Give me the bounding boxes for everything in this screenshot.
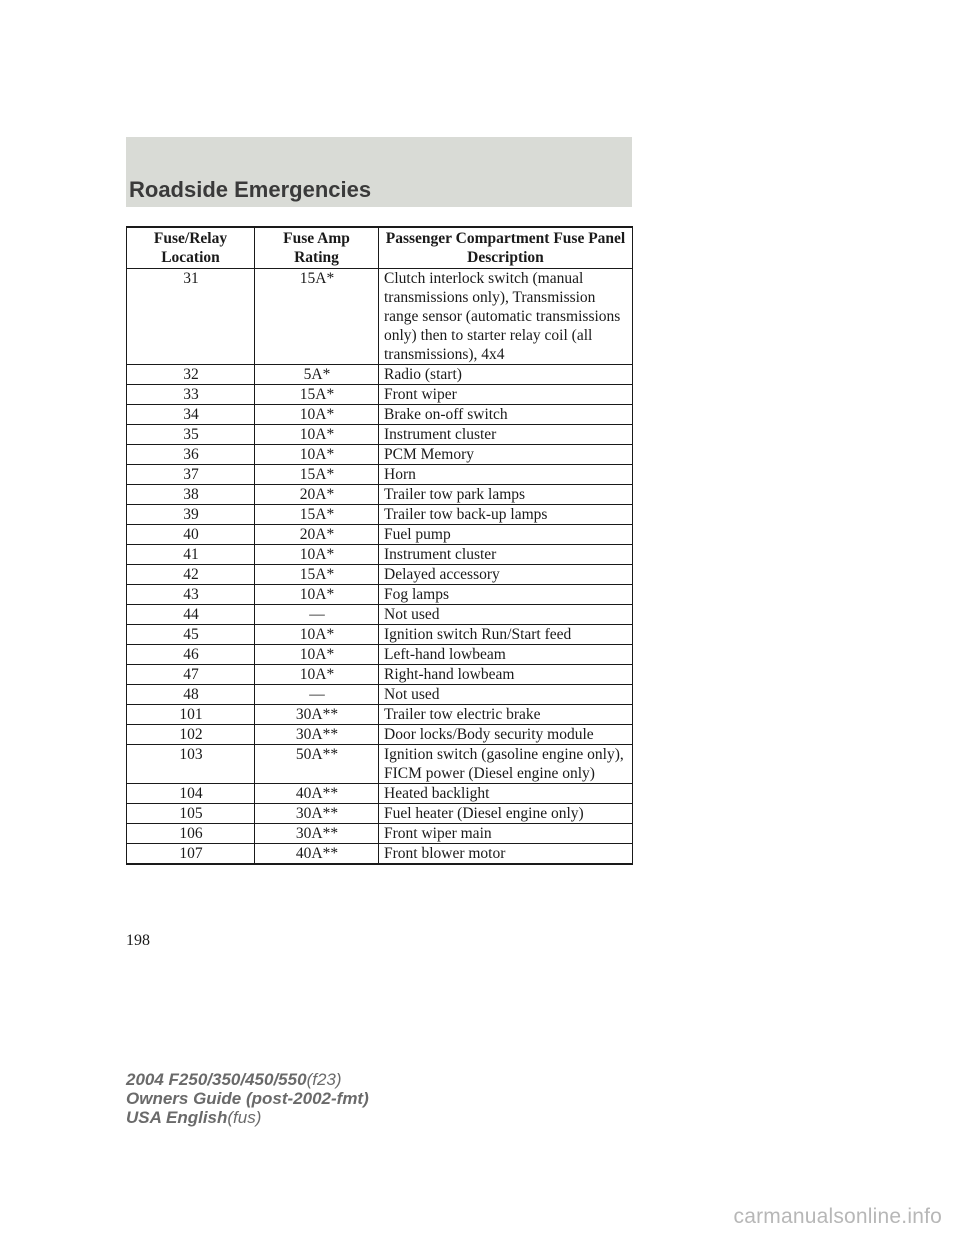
watermark: carmanualsonline.info (733, 1205, 942, 1228)
table-row (127, 784, 633, 804)
cell-description: Trailer tow park lamps (379, 485, 633, 505)
table-row (127, 705, 633, 725)
cell-rating: 20A* (255, 525, 379, 545)
table-row (127, 665, 633, 685)
cell-rating: — (255, 685, 379, 705)
cell-description: Clutch interlock switch (manual transmissions only), Transmission range sensor (automatic transmissions only) then to starter relay coil (all transmissions), 4x4 (379, 269, 633, 365)
footer-model: 2004 F250/350/450/550 (126, 1070, 307, 1089)
cell-location: 37 (127, 465, 255, 485)
cell-description: Front wiper main (379, 824, 633, 844)
cell-location: 36 (127, 445, 255, 465)
table-row (127, 425, 633, 445)
cell-rating: 30A** (255, 804, 379, 824)
cell-description: Horn (379, 465, 633, 485)
table-row (127, 745, 633, 784)
cell-location: 102 (127, 725, 255, 745)
cell-location: 41 (127, 545, 255, 565)
cell-location: 45 (127, 625, 255, 645)
footer-line-model (126, 1070, 369, 1089)
footer-model-code: (f23) (306, 1070, 342, 1089)
cell-location: 33 (127, 385, 255, 405)
cell-rating: 15A* (255, 505, 379, 525)
cell-location: 44 (127, 605, 255, 625)
cell-description: Right-hand lowbeam (379, 665, 633, 685)
cell-description: Trailer tow electric brake (379, 705, 633, 725)
cell-description: Heated backlight (379, 784, 633, 804)
table-row (127, 445, 633, 465)
cell-rating: 15A* (255, 465, 379, 485)
column-header-rating: Fuse Amp Rating (255, 227, 379, 269)
table-row (127, 625, 633, 645)
cell-location: 31 (127, 269, 255, 365)
cell-rating: 10A* (255, 585, 379, 605)
cell-rating: 10A* (255, 425, 379, 445)
cell-rating: 30A** (255, 824, 379, 844)
cell-rating: — (255, 605, 379, 625)
cell-description: Door locks/Body security module (379, 725, 633, 745)
cell-description: Ignition switch (gasoline engine only), FICM power (Diesel engine only) (379, 745, 633, 784)
cell-rating: 30A** (255, 705, 379, 725)
cell-location: 47 (127, 665, 255, 685)
table-row (127, 269, 633, 365)
table-row (127, 685, 633, 705)
cell-location: 104 (127, 784, 255, 804)
footer-language-code: (fus) (227, 1108, 262, 1127)
footer-line-language (126, 1108, 369, 1127)
cell-rating: 20A* (255, 485, 379, 505)
cell-location: 46 (127, 645, 255, 665)
section-title: Roadside Emergencies (129, 177, 372, 202)
cell-location: 103 (127, 745, 255, 784)
cell-location: 105 (127, 804, 255, 824)
table-row (127, 405, 633, 425)
page-number: 198 (126, 932, 150, 949)
document-footer (126, 1070, 369, 1127)
header-row (127, 227, 633, 269)
cell-location: 32 (127, 365, 255, 385)
footer-line-guide (126, 1089, 369, 1108)
table-row (127, 385, 633, 405)
cell-description: Ignition switch Run/Start feed (379, 625, 633, 645)
cell-rating: 30A** (255, 725, 379, 745)
cell-rating: 10A* (255, 545, 379, 565)
cell-description: Not used (379, 605, 633, 625)
cell-description: Radio (start) (379, 365, 633, 385)
cell-location: 106 (127, 824, 255, 844)
cell-rating: 10A* (255, 665, 379, 685)
cell-location: 43 (127, 585, 255, 605)
table-row (127, 585, 633, 605)
cell-description: Instrument cluster (379, 545, 633, 565)
cell-location: 42 (127, 565, 255, 585)
table-row (127, 605, 633, 625)
cell-rating: 10A* (255, 625, 379, 645)
cell-location: 107 (127, 844, 255, 865)
table-row (127, 505, 633, 525)
cell-description: Fuel heater (Diesel engine only) (379, 804, 633, 824)
table-header (127, 227, 633, 269)
column-header-description: Passenger Compartment Fuse Panel Description (379, 227, 633, 269)
table-row (127, 565, 633, 585)
cell-rating: 10A* (255, 445, 379, 465)
footer-guide: Owners Guide (post-2002-fmt) (126, 1089, 369, 1108)
column-header-location: Fuse/Relay Location (127, 227, 255, 269)
cell-description: Delayed accessory (379, 565, 633, 585)
cell-rating: 10A* (255, 645, 379, 665)
cell-rating: 50A** (255, 745, 379, 784)
table-row (127, 485, 633, 505)
cell-description: Brake on-off switch (379, 405, 633, 425)
fuse-table (126, 226, 633, 865)
table-body (127, 269, 633, 865)
cell-location: 101 (127, 705, 255, 725)
footer-language: USA English (126, 1108, 228, 1127)
table-row (127, 804, 633, 824)
table-row (127, 824, 633, 844)
table-row (127, 465, 633, 485)
cell-location: 40 (127, 525, 255, 545)
cell-location: 35 (127, 425, 255, 445)
cell-description: Not used (379, 685, 633, 705)
cell-description: Instrument cluster (379, 425, 633, 445)
cell-rating: 40A** (255, 844, 379, 865)
cell-rating: 5A* (255, 365, 379, 385)
table-row (127, 525, 633, 545)
cell-description: Front wiper (379, 385, 633, 405)
cell-description: Fog lamps (379, 585, 633, 605)
cell-location: 38 (127, 485, 255, 505)
cell-rating: 15A* (255, 269, 379, 365)
cell-rating: 15A* (255, 565, 379, 585)
cell-rating: 15A* (255, 385, 379, 405)
table-row (127, 725, 633, 745)
section-header (126, 137, 632, 207)
cell-description: Trailer tow back-up lamps (379, 505, 633, 525)
cell-description: Left-hand lowbeam (379, 645, 633, 665)
table-row (127, 844, 633, 865)
table-row (127, 365, 633, 385)
cell-location: 39 (127, 505, 255, 525)
cell-description: Fuel pump (379, 525, 633, 545)
cell-location: 48 (127, 685, 255, 705)
cell-description: PCM Memory (379, 445, 633, 465)
cell-rating: 40A** (255, 784, 379, 804)
cell-description: Front blower motor (379, 844, 633, 865)
table-row (127, 645, 633, 665)
cell-rating: 10A* (255, 405, 379, 425)
table-row (127, 545, 633, 565)
cell-location: 34 (127, 405, 255, 425)
